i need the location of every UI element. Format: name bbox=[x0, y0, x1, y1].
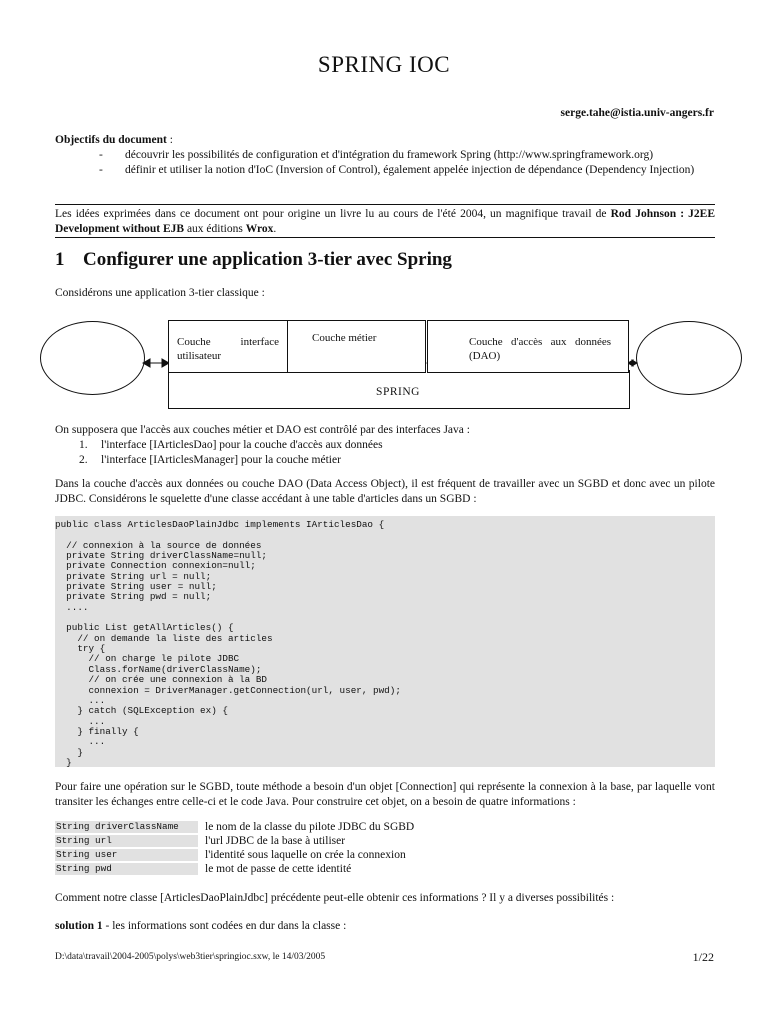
param-desc: le mot de passe de cette identité bbox=[205, 863, 352, 875]
objectives-label: Objectifs du document bbox=[55, 134, 167, 146]
dao-layer-label: Couche d'accès aux données (DAO) bbox=[469, 336, 611, 362]
solution-label: solution 1 bbox=[55, 920, 103, 932]
objectives-block bbox=[55, 133, 715, 178]
paragraph-connection: Pour faire une opération sur le SGBD, toute méthode a besoin d'un objet [Connection] qui représente la connexion à la base, par laquelle vont transiter les échanges entre celle-ci et le code Java. Pour construire cet objet, on a besoin de quatre informations : bbox=[55, 781, 715, 808]
list-item: - définir et utiliser la notion d'IoC (Inversion of Control), également appelée injection de dépendance (Dependency Injection) bbox=[99, 164, 695, 176]
arrowhead-right bbox=[632, 360, 637, 366]
page-number: 1/22 bbox=[692, 950, 714, 964]
table-row bbox=[55, 849, 715, 863]
interfaces-list bbox=[55, 438, 715, 468]
author-email: serge.tahe@istia.univ-angers.fr bbox=[560, 107, 714, 119]
dao-layer-box bbox=[427, 320, 629, 373]
spring-label: SPRING bbox=[376, 386, 420, 398]
param-desc: le nom de la classe du pilote JDBC du SGBD bbox=[205, 821, 415, 833]
business-layer-label: Couche métier bbox=[312, 332, 377, 344]
list-item: 1. l'interface [IArticlesDao] pour la couche d'accès aux données bbox=[79, 439, 383, 451]
ui-layer-label: Couche interface utilisateur bbox=[177, 336, 279, 362]
divider-top bbox=[55, 204, 715, 205]
code-listing: public class ArticlesDaoPlainJdbc implements IArticlesDao { // connexion à la source de données private String driverClassName=null; private Connection connexion=null; private String url = null; private String user = null; private String pwd = null; .... public List getAllArticles() { // on demande la liste des articles try { // on charge le pilote JDBC Class.forName(driverClassName); // on crée une connexion à la BD connexion = DriverManager.getConnection(url, user, pwd); ... } catch (SQLException ex) { ... } finally { ... } } bbox=[55, 519, 401, 768]
table-row bbox=[55, 863, 715, 877]
objectives-list bbox=[55, 148, 715, 178]
bullet-dash: - bbox=[99, 149, 103, 161]
objectives-heading: Objectifs du document : bbox=[55, 134, 173, 146]
arrowhead-left bbox=[143, 359, 150, 367]
params-table bbox=[55, 821, 715, 877]
paragraph-question: Comment notre classe [ArticlesDaoPlainJdbc] précédente peut-elle obtenir ces informations ? Il y a diverses possibilités : bbox=[55, 892, 615, 904]
param-code: String url bbox=[55, 835, 198, 847]
ui-layer-box bbox=[168, 320, 288, 373]
divider-bottom bbox=[55, 237, 715, 238]
section-heading bbox=[55, 249, 452, 271]
section-title: Configurer une application 3-tier avec Spring bbox=[83, 249, 452, 270]
list-item: 2. l'interface [IArticlesManager] pour la couche métier bbox=[79, 454, 341, 466]
intro-paragraph: Les idées exprimées dans ce document ont pour origine un livre lu au cours de l'été 2004, un magnifique travail de Rod Johnson : J2EE Development without EJB aux éditions Wrox. bbox=[55, 208, 716, 235]
param-code: String user bbox=[55, 849, 198, 861]
table-row bbox=[55, 835, 715, 849]
table-row bbox=[55, 821, 715, 835]
bullet-dash: - bbox=[99, 164, 103, 176]
param-code: String pwd bbox=[55, 863, 198, 875]
param-desc: l'identité sous laquelle on crée la connexion bbox=[205, 849, 406, 861]
section-number: 1 bbox=[55, 249, 65, 270]
paragraph-consider: Considérons une application 3-tier classique : bbox=[55, 287, 265, 299]
paragraph-dao: Dans la couche d'accès aux données ou couche DAO (Data Access Object), il est fréquent de travailler avec un SGBD et donc avec un pilote JDBC. Considérons le squelette d'une classe accédant à une table d'articles dans un SGBD : bbox=[55, 478, 715, 505]
param-desc: l'url JDBC de la base à utiliser bbox=[205, 835, 346, 847]
list-item: - découvrir les possibilités de configuration et d'intégration du framework Spring (http://www.springframework.org) bbox=[99, 149, 654, 161]
architecture-diagram bbox=[38, 318, 738, 413]
footer-path: D:\data\travail\2004-2005\polys\web3tier\springioc.sxw, le 14/03/2005 bbox=[55, 952, 326, 962]
code-block bbox=[55, 516, 715, 767]
document-title: SPRING IOC bbox=[317, 52, 451, 77]
paragraph-assume: On supposera que l'accès aux couches métier et DAO est contrôlé par des interfaces Java : 1. l'interface [IArticlesDao] pour la couche d'accès aux données 2. l'interface [IArticlesManager] pour la couche métier bbox=[55, 423, 715, 468]
paragraph-solution: solution 1 - les informations sont codées en dur dans la classe : bbox=[55, 920, 347, 932]
business-layer-box bbox=[287, 320, 426, 373]
param-code: String driverClassName bbox=[55, 821, 198, 833]
